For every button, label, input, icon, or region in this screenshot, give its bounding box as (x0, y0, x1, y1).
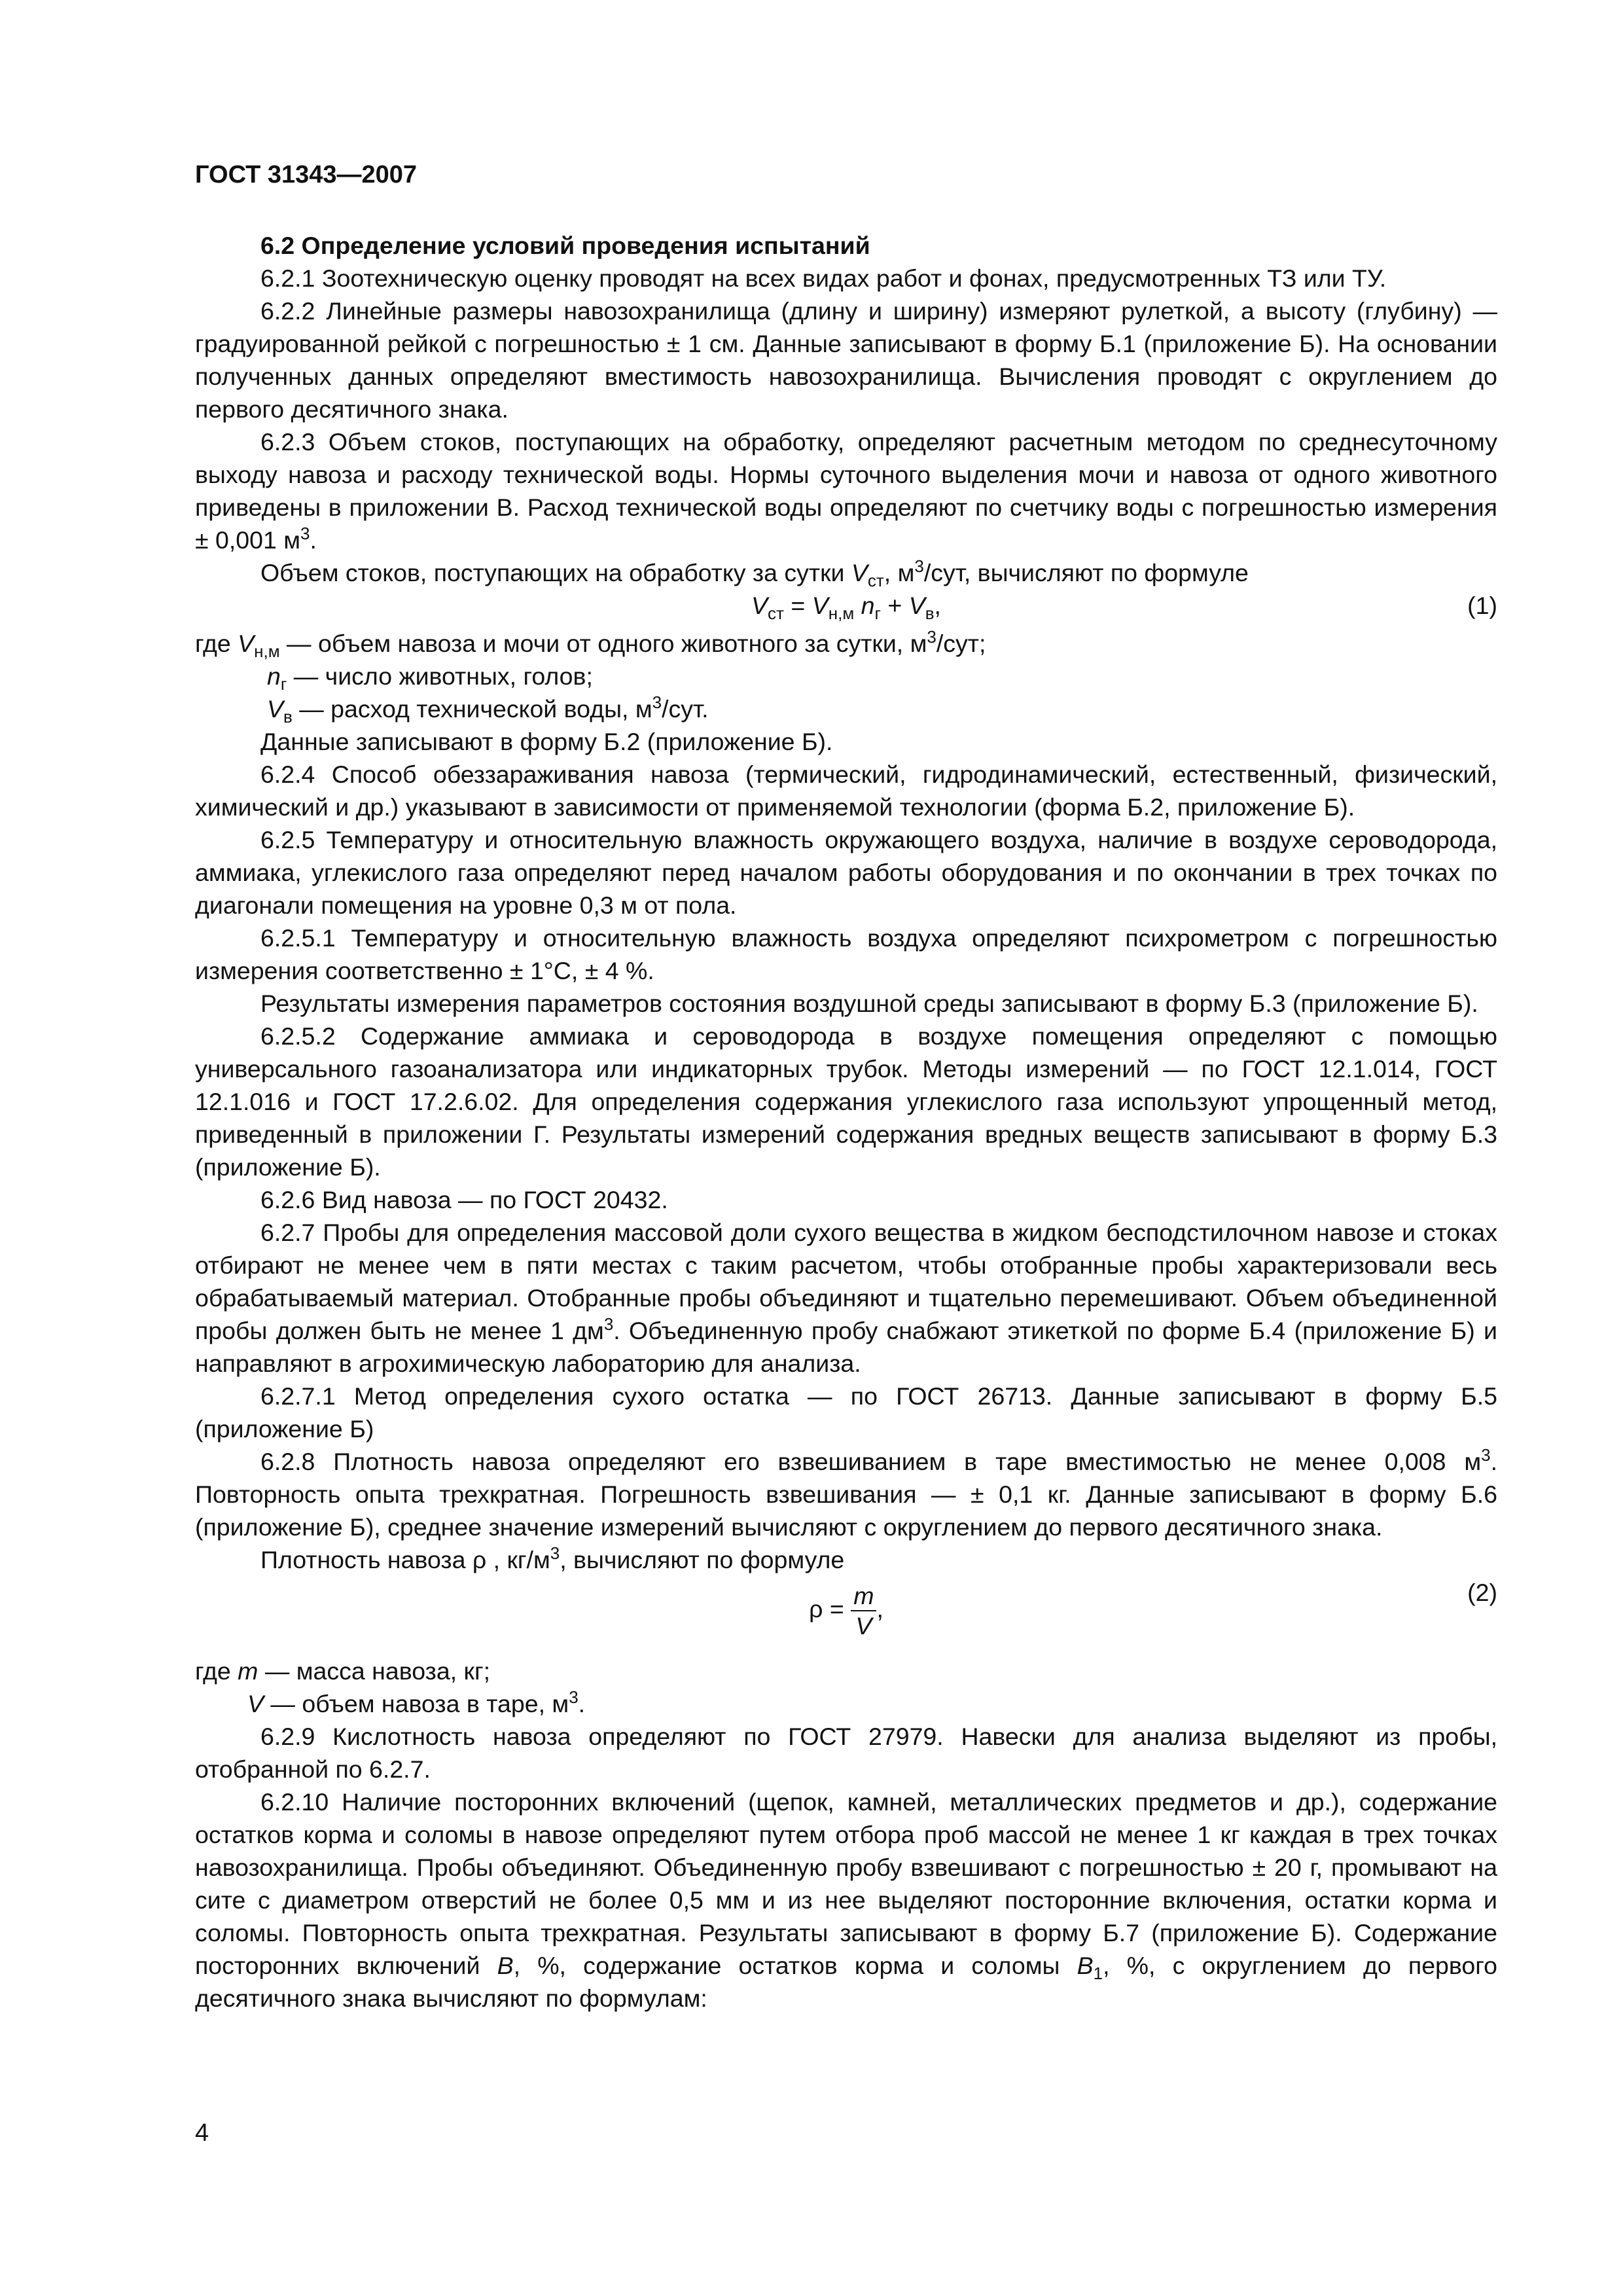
subscript: н,м (254, 641, 280, 661)
symbol: V (751, 592, 768, 619)
where-line-1 (195, 627, 1497, 660)
document-code-header: ГОСТ 31343—2007 (195, 161, 418, 188)
paragraph-6-2-3 (195, 425, 1497, 556)
paragraph-form-b2: Данные записывают в форму Б.2 (приложение Б). (260, 728, 833, 755)
paragraph-text: , м (883, 559, 915, 586)
paragraph-6-2-7 (195, 1216, 1497, 1380)
symbol: m (853, 1582, 874, 1609)
subscript: в (283, 707, 293, 726)
paragraph-text: . (310, 526, 317, 554)
symbol: B (497, 1952, 514, 1979)
formula-1-number: (1) (1467, 592, 1497, 619)
paragraph-text: , %, с округлением до первого десятичного знака вычисляют по формулам: (195, 1952, 1497, 2012)
superscript: 3 (603, 1314, 614, 1334)
paragraph-6-2-5-1-results: Результаты измерения параметров состояния воздушной среды записывают в форму Б.3 (приложение Б). (260, 990, 1478, 1017)
paragraph-text: 6.2.3 Объем стоков, поступающих на обработку, определяют расчетным методом по среднесуточному выходу навоза и расходу технической воды. Нормы суточного выделения мочи и навоза от одного животного приведены в приложении В. Расход технической воды определяют по счетчику воды с погрешностью измерения ± 0,001 м (195, 428, 1497, 554)
where-mass (195, 1655, 1497, 1687)
superscript: 3 (300, 524, 310, 543)
symbol: V (238, 630, 255, 657)
subscript: ст (867, 571, 884, 590)
paragraph-text: , %, содержание остатков корма и соломы (513, 1952, 1077, 1979)
fraction-denominator (851, 1611, 876, 1640)
symbol: V (247, 1690, 264, 1717)
paragraph-6-2-5: 6.2.5 Температуру и относительную влажность окружающего воздуха, наличие в воздухе сероводорода, аммиака, углекислого газа определяют перед началом работы оборудования и по окончании в трех точках по диагонали помещения на уровне 0,3 м от пола. (195, 826, 1497, 919)
where-line-2 (195, 660, 1497, 692)
formula-2-number: (2) (1467, 1579, 1497, 1606)
subscript: 1 (1093, 1964, 1103, 1983)
section-heading: 6.2 Определение условий проведения испытаний (260, 232, 870, 259)
formula-1-expression (195, 589, 1497, 622)
paragraph-6-2-4: 6.2.4 Способ обеззараживания навоза (термический, гидродинамический, естественный, физический, химический и др.) указывают в зависимости от применяемой технологии (форма Б.2, приложение Б). (195, 761, 1497, 821)
operator: + (880, 592, 909, 619)
superscript: 3 (652, 692, 662, 712)
superscript: 3 (550, 1543, 560, 1563)
paragraph-text: , вычисляют по формуле (560, 1546, 845, 1573)
paragraph-text: — масса навоза, кг; (258, 1657, 491, 1685)
superscript: 3 (927, 627, 936, 647)
punctuation: , (876, 1594, 883, 1623)
paragraph-text: — объем навоза и мочи от одного животного за сутки, м (279, 630, 927, 657)
fraction (851, 1581, 876, 1640)
symbol: V (855, 1612, 872, 1640)
subscript: н,м (828, 603, 855, 623)
density-formula-intro (195, 1543, 1497, 1576)
paragraph-text: где (195, 1657, 238, 1685)
paragraph-text: . Повторность опыта трехкратная. Погрешность взвешивания — ± 0,1 кг. Данные записывают в форму Б.6 (приложение Б), среднее значение измерений вычисляют с округлением до первого десятичного знака. (195, 1448, 1497, 1541)
symbol: V (908, 592, 925, 619)
paragraph-6-2-10 (195, 1785, 1497, 2015)
symbol: n (267, 662, 281, 690)
subscript: г (874, 603, 881, 623)
paragraph-6-2-5-1: 6.2.5.1 Температуру и относительную влажность воздуха определяют психрометром с погрешностью измерения соответственно ± 1°С, ± 4 %. (195, 924, 1497, 984)
paragraph-6-2-8 (195, 1445, 1497, 1543)
paragraph-text: 6.2.7 Пробы для определения массовой доли сухого вещества в жидком бесподстилочном навозе и стоках отбирают не менее чем в пяти местах с таким расчетом, чтобы отобранные пробы характеризовали весь обрабатываемый материал. Отобранные пробы объединяют и тщательно перемешивают. Объем объединенной пробы должен быть не менее 1 дм (195, 1219, 1497, 1344)
page-number: 4 (195, 2119, 209, 2147)
document-body (195, 229, 1497, 2015)
paragraph-text: Плотность навоза ρ , кг/м (260, 1546, 550, 1573)
superscript: 3 (569, 1687, 579, 1707)
symbol: V (851, 559, 868, 586)
operator: = (783, 592, 812, 619)
paragraph-6-2-7-1: 6.2.7.1 Метод определения сухого остатка — по ГОСТ 26713. Данные записывают в форму Б.5 (приложение Б) (195, 1382, 1497, 1443)
paragraph-text: — расход технической воды, м (292, 695, 652, 723)
symbol: V (812, 592, 829, 619)
paragraph-text: . (578, 1690, 586, 1717)
paragraph-text: /сут, вычисляют по формуле (923, 559, 1249, 586)
where-volume (195, 1687, 1497, 1720)
symbol: B (1077, 1952, 1094, 1979)
paragraph-text: /сут; (936, 630, 986, 657)
paragraph-6-2-6: 6.2.6 Вид навоза — по ГОСТ 20432. (260, 1186, 668, 1213)
symbol: m (238, 1657, 259, 1685)
symbol: n (861, 592, 875, 619)
paragraph-text: Объем стоков, поступающих на обработку за сутки (260, 559, 851, 586)
superscript: 3 (914, 556, 924, 576)
paragraph-text: — число животных, голов; (287, 662, 593, 690)
fraction-numerator (851, 1581, 876, 1611)
subscript: ст (768, 603, 784, 623)
subscript: в (925, 603, 935, 623)
punctuation: , (934, 592, 941, 619)
paragraph-6-2-2: 6.2.2 Линейные размеры навозохранилища (длину и ширину) измеряют рулеткой, а высоту (глубину) — градуированной рейкой с погрешностью ± 1 см. Данные записывают в форму Б.1 (приложение Б). На основании полученных данных определяют вместимость навозохранилища. Вычисления проводят с округлением до первого десятичного знака. (195, 297, 1497, 423)
volume-formula-intro (195, 556, 1497, 589)
formula-2-expression (195, 1581, 1497, 1640)
subscript: г (280, 674, 287, 694)
symbol: V (267, 695, 284, 723)
formula-2 (195, 1576, 1497, 1655)
paragraph-6-2-5-2: 6.2.5.2 Содержание аммиака и сероводорода в воздухе помещения определяют с помощью универсального газоанализатора или индикаторных трубок. Методы измерений — по ГОСТ 12.1.014, ГОСТ 12.1.016 и ГОСТ 17.2.6.02. Для определения содержания углекислого газа используют упрощенный метод, приведенный в приложении Г. Результаты измерений содержания вредных веществ записывают в форму Б.3 (приложение Б). (195, 1022, 1497, 1181)
paragraph-text: где (195, 630, 238, 657)
superscript: 3 (1481, 1445, 1491, 1465)
paragraph-text: 6.2.10 Наличие посторонних включений (щепок, камней, металлических предметов и др.), содержание остатков корма и соломы в навозе определяют путем отбора проб массой не менее 1 кг каждая в трех точках навозохранилища. Пробы объединяют. Объединенную пробу взвешивают с погрешностью ± 20 г, промывают на сите с диаметром отверстий не более 0,5 мм и из нее выделяют посторонние включения, остатки корма и соломы. Повторность опыта трехкратная. Результаты записывают в форму Б.7 (приложение Б). Содержание посторонних включений (195, 1788, 1497, 1979)
paragraph-text: . Объединенную пробу снабжают этикеткой по форме Б.4 (приложение Б) и направляют в агрохимическую лабораторию для анализа. (195, 1317, 1497, 1377)
paragraph-text: /сут. (662, 695, 709, 723)
paragraph-6-2-1: 6.2.1 Зоотехническую оценку проводят на всех видах работ и фонах, предусмотренных ТЗ или ТУ. (260, 264, 1387, 292)
symbol: ρ = (809, 1594, 851, 1623)
paragraph-6-2-9: 6.2.9 Кислотность навоза определяют по ГОСТ 27979. Навески для анализа выделяют из пробы, отобранной по 6.2.7. (195, 1723, 1497, 1783)
formula-1 (195, 589, 1497, 627)
paragraph-text: 6.2.8 Плотность навоза определяют его взвешиванием в таре вместимостью не менее 0,008 м (260, 1448, 1482, 1475)
paragraph-text: — объем навоза в таре, м (264, 1690, 569, 1717)
where-line-3 (195, 692, 1497, 725)
